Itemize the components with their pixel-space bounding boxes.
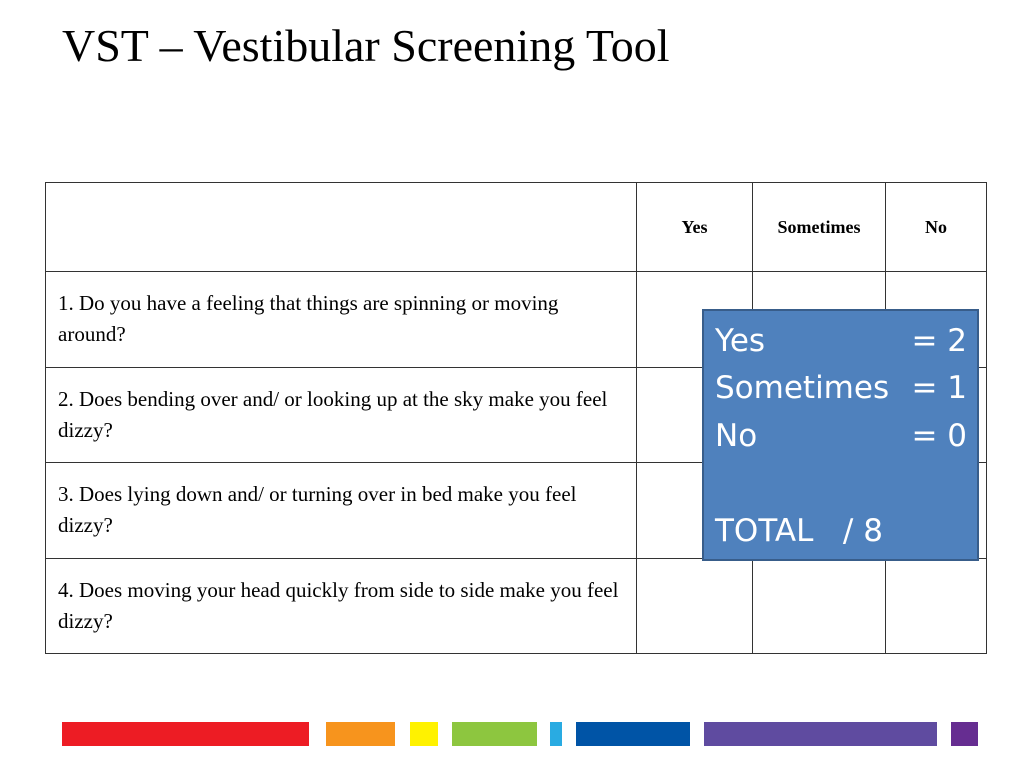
question-2: 2. Does bending over and/ or looking up at the sky make you feel dizzy?	[46, 367, 637, 463]
footer-color-bar	[62, 722, 309, 746]
score-value: = 2	[911, 323, 967, 359]
answer-cell-no[interactable]	[886, 558, 987, 654]
slide-title: VST – Vestibular Screening Tool	[62, 20, 670, 71]
header-yes: Yes	[637, 183, 753, 272]
answer-cell-sometimes[interactable]	[753, 558, 886, 654]
total-label: TOTAL / 8	[715, 513, 883, 549]
footer-color-bar	[704, 722, 937, 746]
table-row	[46, 558, 987, 654]
score-label: Sometimes	[715, 370, 890, 406]
footer-color-bar	[410, 722, 438, 746]
footer-color-bar	[326, 722, 395, 746]
header-question	[46, 183, 637, 272]
score-key-box	[702, 309, 979, 561]
footer-color-bar	[550, 722, 562, 746]
score-label: No	[715, 418, 758, 454]
table-header-row	[46, 183, 987, 272]
question-3: 3. Does lying down and/ or turning over in bed make you feel dizzy?	[46, 463, 637, 559]
question-4: 4. Does moving your head quickly from side to side make you feel dizzy?	[46, 558, 637, 654]
score-row-yes	[715, 321, 967, 361]
footer-color-bar	[576, 722, 690, 746]
footer-color-bar	[951, 722, 978, 746]
score-value: = 0	[911, 418, 967, 454]
score-label: Yes	[715, 323, 766, 359]
score-row-no	[715, 416, 967, 456]
answer-cell-yes[interactable]	[637, 558, 753, 654]
score-value: = 1	[911, 370, 967, 406]
score-total	[715, 511, 967, 551]
footer-color-bar	[452, 722, 537, 746]
header-no: No	[886, 183, 987, 272]
score-row-sometimes	[715, 368, 967, 408]
header-sometimes: Sometimes	[753, 183, 886, 272]
question-1: 1. Do you have a feeling that things are spinning or moving around?	[46, 272, 637, 368]
